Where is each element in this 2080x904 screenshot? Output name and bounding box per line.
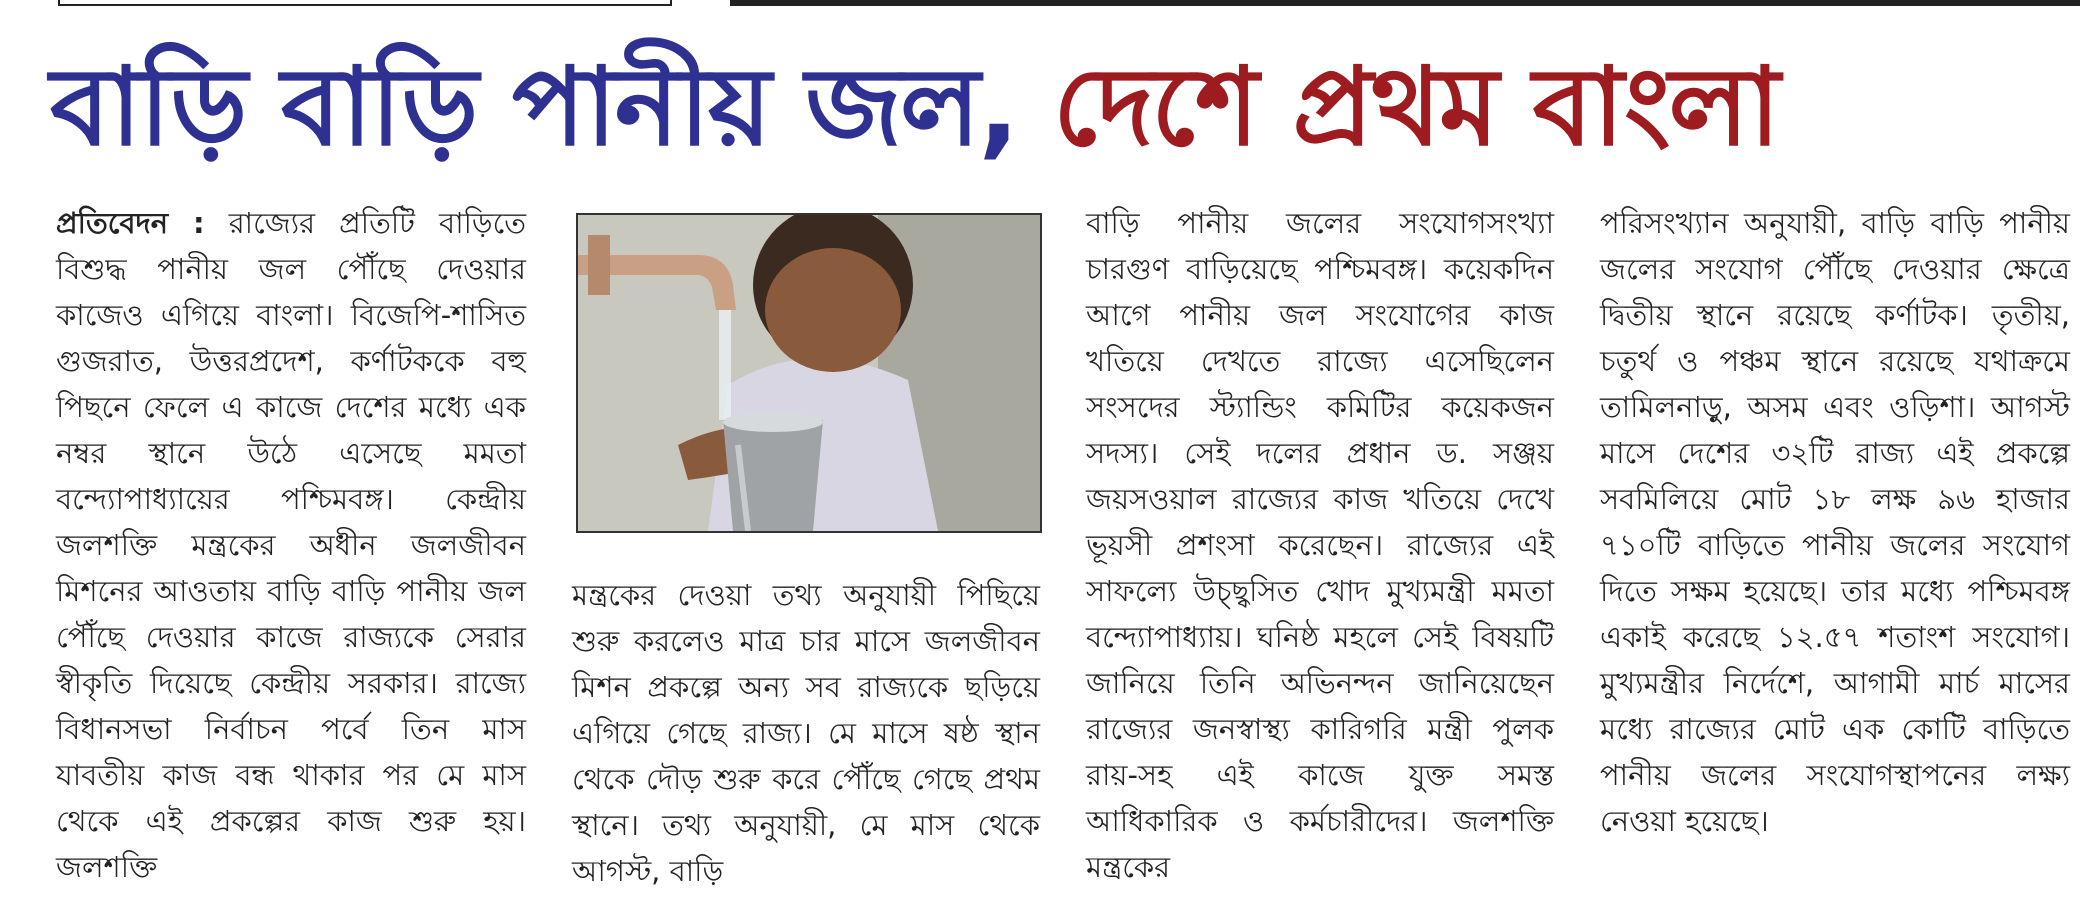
headline [50, 28, 2080, 188]
headline-part-2: দেশে প্রথম বাংলা [1053, 45, 1779, 170]
top-left-rule-box [58, 0, 672, 6]
byline: প্রতিবেদন : [56, 206, 205, 240]
column-4-body: পরিসংখ্যান অনুযায়ী, বাড়ি বাড়ি পানীয় জলের সংযোগ পৌঁছে দেওয়ার ক্ষেত্রে দ্বিতীয় স্থানে রয়েছে কর্ণাটক। তৃতীয়, চতুর্থ ও পঞ্চম স্থানে রয়েছে যথাক্রমে তামিলনাড়ু, অসম এবং ওড়িশা। আগস্ট মাসে দেশের ৩২টি রাজ্য এই প্রকল্পে সবমিলিয়ে মোট ১৮ লক্ষ ৯৬ হাজার ৭১০টি বাড়িতে পানীয় জলের সংযোগ দিতে সক্ষম হয়েছে। তার মধ্যে পশ্চিমবঙ্গ একাই করেছে ১২.৫৭ শতাংশ সংযোগ। মুখ্যমন্ত্রীর নির্দেশে, আগামী মার্চ মাসের মধ্যে রাজ্যের মোট এক কোটি বাড়িতে পানীয় জলের সংযোগস্থাপনের লক্ষ্য নেওয়া হয়েছে। [1600, 206, 2070, 838]
article-column-1 [56, 200, 526, 890]
column-1-text [56, 200, 526, 890]
article-column-2 [572, 572, 1040, 894]
headline-part-1: বাড়ি বাড়ি পানীয় জল, [50, 45, 1018, 170]
child-drinking-from-tap-photo [576, 213, 1042, 533]
article-column-4 [1600, 200, 2070, 844]
column-3-body: বাড়ি পানীয় জলের সংযোগসংখ্যা চারগুণ বাড়িয়েছে পশ্চিমবঙ্গ। কয়েকদিন আগে পানীয় জল সংযোগের কাজ খতিয়ে দেখতে রাজ্যে এসেছিলেন সংসদের স্ট্যান্ডিং কমিটির কয়েকজন সদস্য। সেই দলের প্রধান ড. সঞ্জয় জয়সওয়াল রাজ্যের কাজ খতিয়ে দেখে ভূয়সী প্রশংসা করেছেন। রাজ্যের এই সাফল্যে উচ্ছ্বসিত খোদ মুখ্যমন্ত্রী মমতা বন্দ্যোপাধ্যায়। ঘনিষ্ঠ মহলে সেই বিষয়টি জানিয়ে তিনি অভিনন্দন জানিয়েছেন রাজ্যের জনস্বাস্থ্য কারিগরি মন্ত্রী পুলক রায়-সহ এই কাজে যুক্ত সমস্ত আধিকারিক ও কর্মচারীদের। জলশক্তি মন্ত্রকের [1086, 206, 1554, 884]
top-right-rule [730, 0, 2080, 6]
column-2-body: মন্ত্রকের দেওয়া তথ্য অনুযায়ী পিছিয়ে শুরু করলেও মাত্র চার মাসে জলজীবন মিশন প্রকল্পে অন্য সব রাজ্যকে ছড়িয়ে এগিয়ে গেছে রাজ্য। মে মাসে ষষ্ঠ স্থান থেকে দৌড় শুরু করে পৌঁছে গেছে প্রথম স্থানে। তথ্য অনুযায়ী, মে মাস থেকে আগস্ট, বাড়ি [572, 578, 1040, 888]
article-column-3 [1086, 200, 1554, 890]
column-1-body: রাজ্যের প্রতিটি বাড়িতে বিশুদ্ধ পানীয় জল পৌঁছে দেওয়ার কাজেও এগিয়ে বাংলা। বিজেপি-শাসিত গুজরাত, উত্তরপ্রদেশ, কর্ণাটককে বহু পিছনে ফেলে এ কাজে দেশের মধ্যে এক নম্বর স্থানে উঠে এসেছে মমতা বন্দ্যোপাধ্যায়ের পশ্চিমবঙ্গ। কেন্দ্রীয় জলশক্তি মন্ত্রকের অধীন জলজীবন মিশনের আওতায় বাড়ি বাড়ি পানীয় জল পৌঁছে দেওয়ার কাজে রাজ্যকে সেরার স্বীকৃতি দিয়েছে কেন্দ্রীয় সরকার। রাজ্যে বিধানসভা নির্বাচন পর্বে তিন মাস যাবতীয় কাজ বন্ধ থাকার পর মে মাস থেকে এই প্রকল্পের কাজ শুরু হয়। জলশক্তি [56, 206, 527, 884]
